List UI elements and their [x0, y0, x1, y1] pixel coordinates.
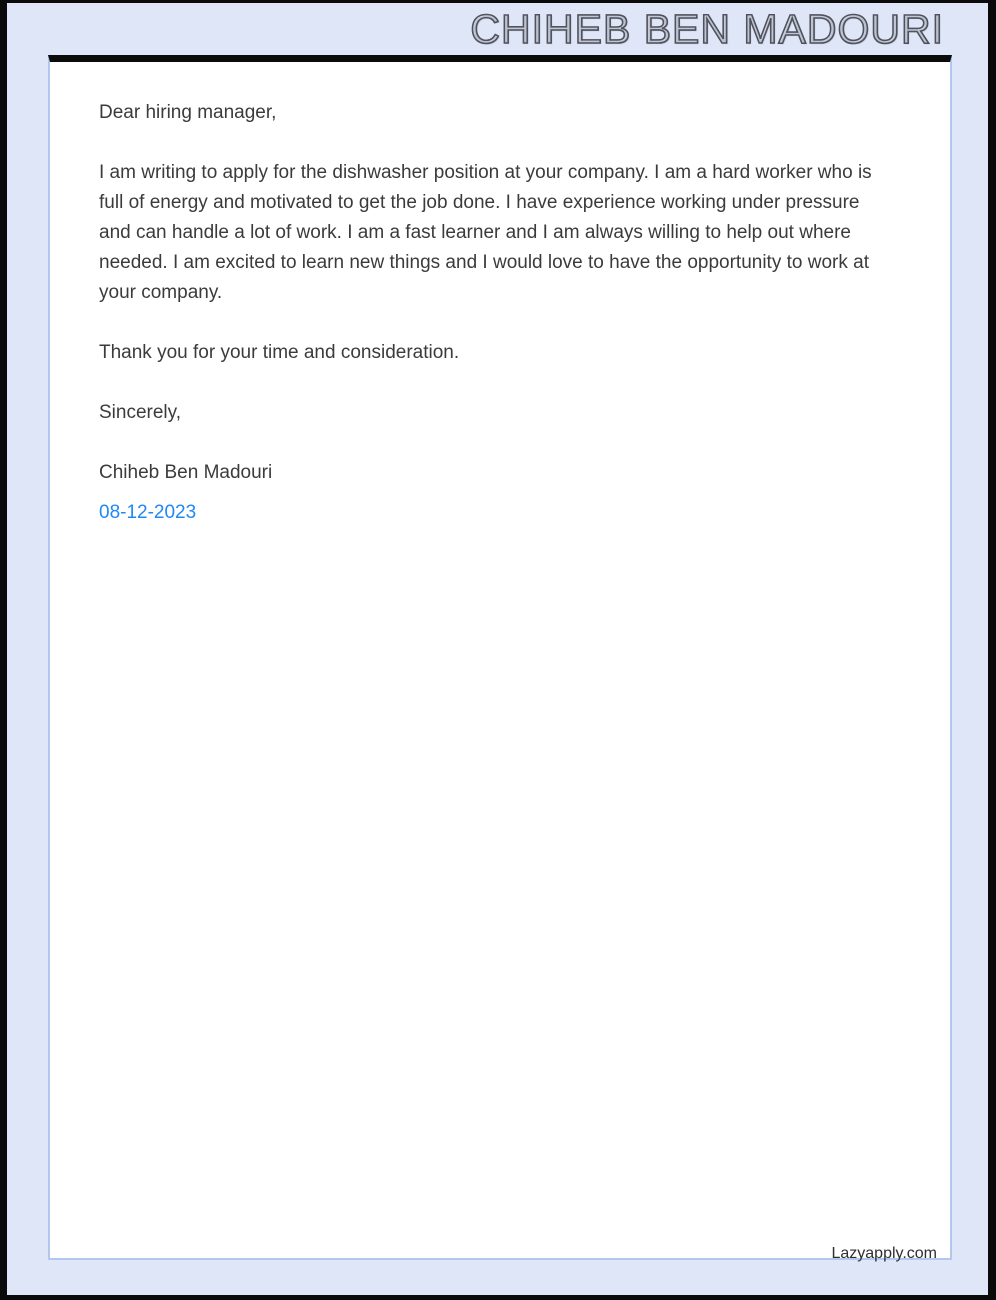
header-banner	[7, 3, 944, 55]
thanks-text: Thank you for your time and consideration.	[99, 342, 460, 363]
salutation-text: Dear hiring manager,	[99, 102, 277, 123]
letter-content	[50, 62, 950, 528]
signoff-text: Sincerely,	[99, 402, 182, 423]
letter-page	[48, 55, 952, 1260]
brand-watermark: Lazyapply.com	[831, 1245, 937, 1262]
candidate-name-heading: CHIHEB BEN MADOURI	[470, 6, 944, 52]
letter-date-text: 08-12-2023	[99, 502, 197, 523]
body-paragraph-text: I am writing to apply for the dishwasher position at your company. I am a hard worker who is full of energy and motivated to get the job done. I have experience working under pressure and can handle a lot of work. I am a fast learner and I am always willing to help out where needed. I am excited to learn new things and I would love to have the opportunity to work at your company.	[99, 162, 872, 303]
signature-name-text: Chiheb Ben Madouri	[99, 462, 273, 483]
